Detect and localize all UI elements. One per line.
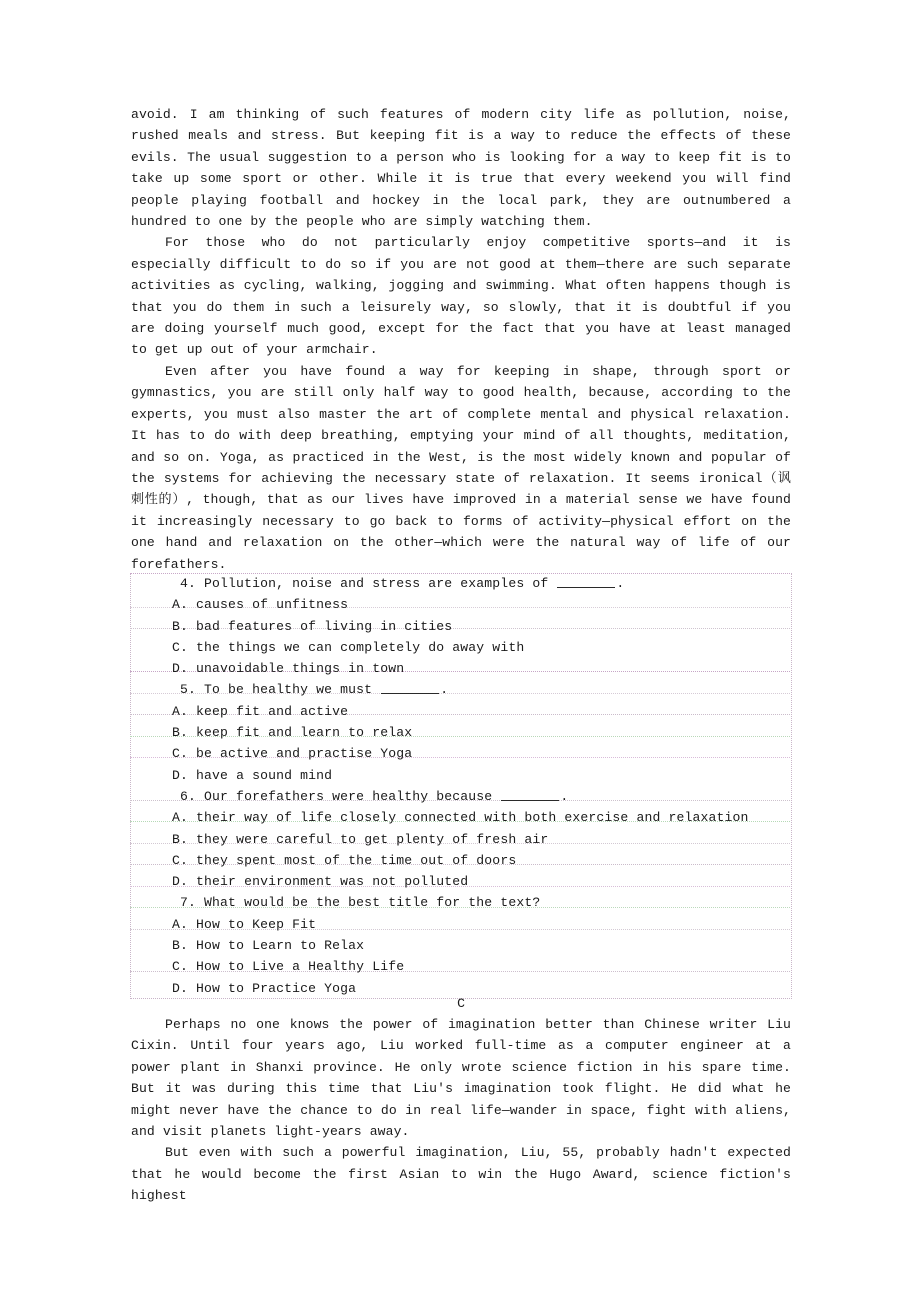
option-item[interactable]: [172, 871, 792, 892]
option-text: bad features of living in cities: [196, 618, 453, 634]
stem-suffix: .: [616, 576, 625, 591]
option-label: A.: [172, 916, 189, 932]
answer-blank[interactable]: [557, 576, 615, 588]
option-label: A.: [172, 810, 189, 826]
option-item[interactable]: [172, 914, 792, 935]
section-c-body: [131, 1014, 791, 1207]
option-label: B.: [172, 831, 189, 847]
option-item[interactable]: [172, 935, 792, 956]
question-text: Our forefathers were healthy because: [204, 788, 493, 804]
question-stem: [172, 573, 792, 594]
option-text: their way of life closely connected with both exercise and relaxation: [196, 810, 749, 826]
stem-suffix: .: [440, 682, 449, 698]
option-text: be active and practise Yoga: [196, 746, 413, 762]
question-number: 6.: [180, 788, 197, 804]
section-heading-c: C: [457, 996, 465, 1011]
option-label: D.: [172, 661, 189, 677]
question-stem: [172, 679, 792, 700]
option-label: D.: [172, 767, 189, 783]
option-label: C.: [172, 746, 189, 762]
option-text: they spent most of the time out of doors: [196, 852, 517, 868]
question-list: [172, 573, 792, 999]
option-label: C.: [172, 959, 189, 975]
option-label: B.: [172, 725, 189, 741]
paragraph-c2: But even with such a powerful imagination, Liu, 55, probably hadn't expected that he would become the first Asian to win the Hugo Award, science fiction's highest: [131, 1145, 791, 1204]
option-item[interactable]: [172, 594, 792, 615]
question-stem: [172, 786, 792, 807]
question-text: Pollution, noise and stress are examples of: [204, 576, 549, 591]
option-item[interactable]: [172, 637, 792, 658]
option-text: keep fit and active: [196, 703, 349, 719]
question-number: 5.: [180, 682, 197, 698]
option-text: How to Practice Yoga: [196, 980, 357, 996]
paragraph-3: Even after you have found a way for keeping in shape, through sport or gymnastics, you are still only half way to good health, because, according to the experts, you must also master the art of complete mental and physical relaxation. It has to do with deep breathing, emptying your mind of all thoughts, meditation, and so on. Yoga, as practiced in the West, is the most widely known and popular of the systems for achieving the necessary state of relaxation. It seems ironical（讽刺性的）, though, that as our lives have improved in a material sense we have found it increasingly necessary to go back to forms of activity—physical effort on the one hand and relaxation on the other—which were the natural way of life of our forefathers.: [131, 363, 791, 572]
option-label: B.: [172, 618, 189, 634]
option-label: B.: [172, 938, 189, 954]
option-label: A.: [172, 703, 189, 719]
question-number: 7.: [180, 895, 197, 911]
option-label: A.: [172, 597, 189, 613]
option-item[interactable]: [172, 956, 792, 977]
option-text: the things we can completely do away with: [196, 639, 525, 655]
question-number: 4.: [180, 576, 197, 591]
option-item[interactable]: [172, 616, 792, 637]
option-text: How to Learn to Relax: [196, 938, 365, 954]
option-text: How to Keep Fit: [196, 916, 317, 932]
passage-b-body: [131, 104, 791, 575]
option-label: D.: [172, 874, 189, 890]
option-label: D.: [172, 980, 189, 996]
option-item[interactable]: [172, 701, 792, 722]
question-text: To be healthy we must: [204, 682, 373, 698]
option-text: unavoidable things in town: [196, 661, 405, 677]
answer-blank[interactable]: [501, 789, 559, 801]
option-item[interactable]: [172, 807, 792, 828]
option-item[interactable]: [172, 829, 792, 850]
option-item[interactable]: [172, 765, 792, 786]
answer-blank[interactable]: [381, 682, 439, 694]
option-item[interactable]: [172, 722, 792, 743]
option-item[interactable]: [172, 850, 792, 871]
paragraph-c1: Perhaps no one knows the power of imagination better than Chinese writer Liu Cixin. Until four years ago, Liu worked full-time as a computer engineer at a power plant in Shanxi province. He only wrote science fiction in his spare time. But it was during this time that Liu's imagination took flight. He did what he might never have the chance to do in real life—wander in space, fight with aliens, and visit planets light-years away.: [131, 1017, 791, 1140]
option-label: C.: [172, 852, 189, 868]
option-text: their environment was not polluted: [196, 874, 469, 890]
option-text: have a sound mind: [196, 767, 333, 783]
question-text: What would be the best title for the text?: [204, 895, 541, 911]
option-text: keep fit and learn to relax: [196, 725, 413, 741]
question-stem: [172, 892, 792, 913]
option-text: How to Live a Healthy Life: [196, 959, 405, 975]
paragraph-2: For those who do not particularly enjoy competitive sports—and it is especially difficult to do so if you are not good at them—there are such separate activities as cycling, walking, jogging and swimming. What often happens though is that you do them in such a leisurely way, so slowly, that it is doubtful if you are doing yourself much good, except for the fact that you have at least managed to get up out of your armchair.: [131, 235, 791, 358]
option-item[interactable]: [172, 658, 792, 679]
stem-suffix: .: [560, 788, 569, 804]
option-text: they were careful to get plenty of fresh air: [196, 831, 549, 847]
option-label: C.: [172, 639, 189, 655]
option-text: causes of unfitness: [196, 597, 349, 613]
questions-block: [130, 573, 790, 999]
option-item[interactable]: [172, 743, 792, 764]
paragraph-1: avoid. I am thinking of such features of modern city life as pollution, noise, rushed meals and stress. But keeping fit is a way to reduce the effects of these evils. The usual suggestion to a person who is looking for a way to keep fit is to take up some sport or other. While it is true that every weekend you will find people playing football and hockey in the local park, they are outnumbered a hundred to one by the people who are simply watching them.: [131, 107, 791, 230]
